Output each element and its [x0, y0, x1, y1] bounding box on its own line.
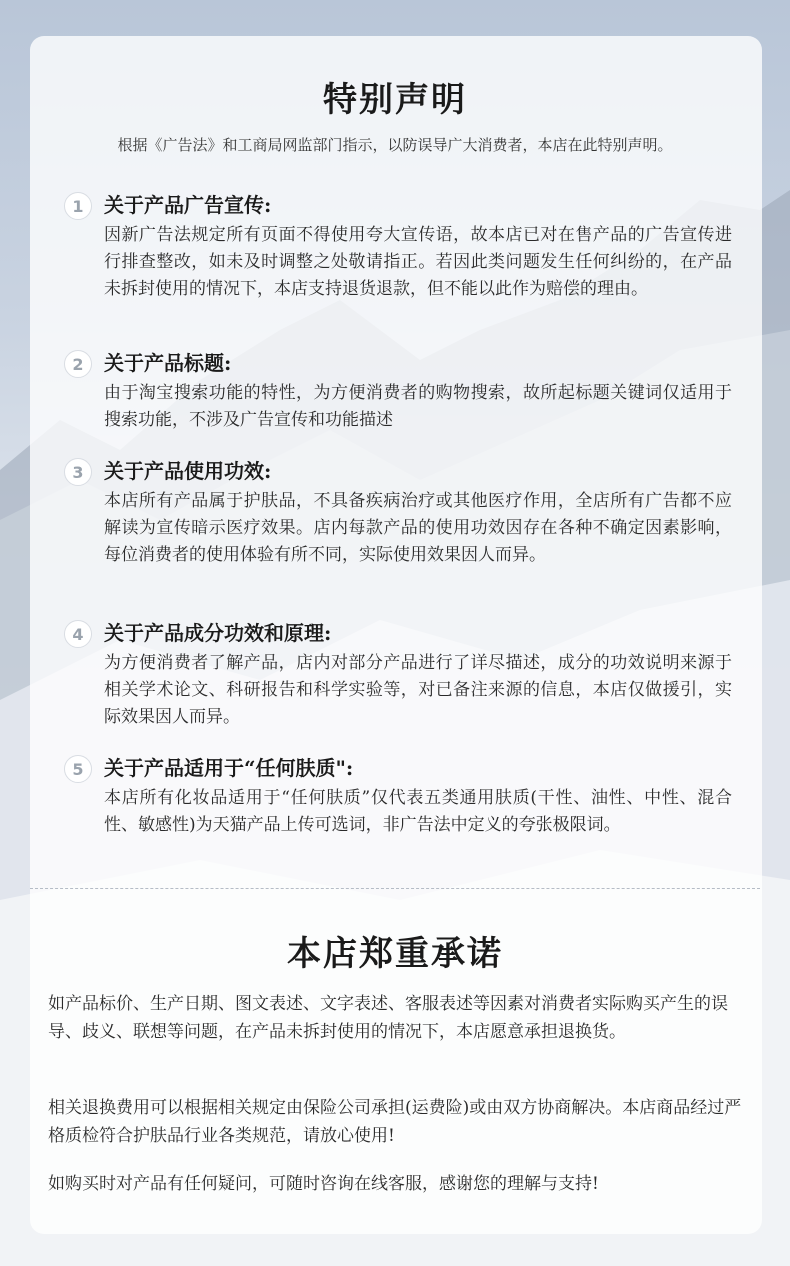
- promise-paragraph: 如购买时对产品有任何疑问，可随时咨询在线客服，感谢您的理解与支持!: [48, 1174, 599, 1194]
- promise-paragraph: 如产品标价、生产日期、图文表述、文字表述、客服表述等因素对消费者实际购买产生的误导、歧义、联想等问题，在产品未拆封使用的情况下，本店愿意承担退换货。: [48, 994, 728, 1042]
- item-body: 因新广告法规定所有页面不得使用夸大宣传语，故本店已对在售产品的广告宣传进行排查整改，如未及时调整之处敬请指正。若因此类问题发生任何纠纷的，在产品未拆封使用的情况下，本店支持退货退款，但不能以此作为赔偿的理由。: [104, 225, 732, 299]
- item-body: 由于淘宝搜索功能的特性，为方便消费者的购物搜索，故所起标题关键词仅适用于搜索功能，不涉及广告宣传和功能描述: [104, 383, 732, 430]
- item-body: 本店所有化妆品适用于“任何肤质”仅代表五类通用肤质(干性、油性、中性、混合性、敏感性)为天猫产品上传可选词，非广告法中定义的夸张极限词。: [104, 788, 732, 835]
- item-title: 关于产品标题:: [104, 351, 232, 375]
- number-badge-4: 4: [64, 620, 92, 648]
- number-badge-1: 1: [64, 192, 92, 220]
- item-title: 关于产品成分功效和原理:: [104, 621, 332, 645]
- promise-paragraph: 相关退换费用可以根据相关规定由保险公司承担(运费险)或由双方协商解决。本店商品经过严格质检符合护肤品行业各类规范，请放心使用!: [48, 1098, 742, 1146]
- item-title: 关于产品广告宣传:: [104, 193, 272, 217]
- notice-title: 特别声明: [323, 80, 467, 120]
- number-badge-3: 3: [64, 458, 92, 486]
- notice-intro: 根据《广告法》和工商局网监部门指示，以防误导广大消费者，本店在此特别声明。: [117, 136, 673, 154]
- item-body: 本店所有产品属于护肤品，不具备疾病治疗或其他医疗作用，全店所有广告都不应解读为宣传暗示医疗效果。店内每款产品的使用功效因存在各种不确定因素影响，每位消费者的使用体验有所不同，实际使用效果因人而异。: [104, 491, 732, 565]
- item-title: 关于产品使用功效:: [104, 459, 272, 483]
- number-badge-5: 5: [64, 755, 92, 783]
- item-body: 为方便消费者了解产品，店内对部分产品进行了详尽描述，成分的功效说明来源于相关学术论文、科研报告和科学实验等，对已备注来源的信息，本店仅做援引，实际效果因人而异。: [104, 653, 732, 727]
- number-badge-2: 2: [64, 350, 92, 378]
- section-divider: [30, 888, 760, 889]
- promise-title: 本店郑重承诺: [287, 934, 503, 974]
- item-title: 关于产品适用于“任何肤质":: [104, 756, 354, 780]
